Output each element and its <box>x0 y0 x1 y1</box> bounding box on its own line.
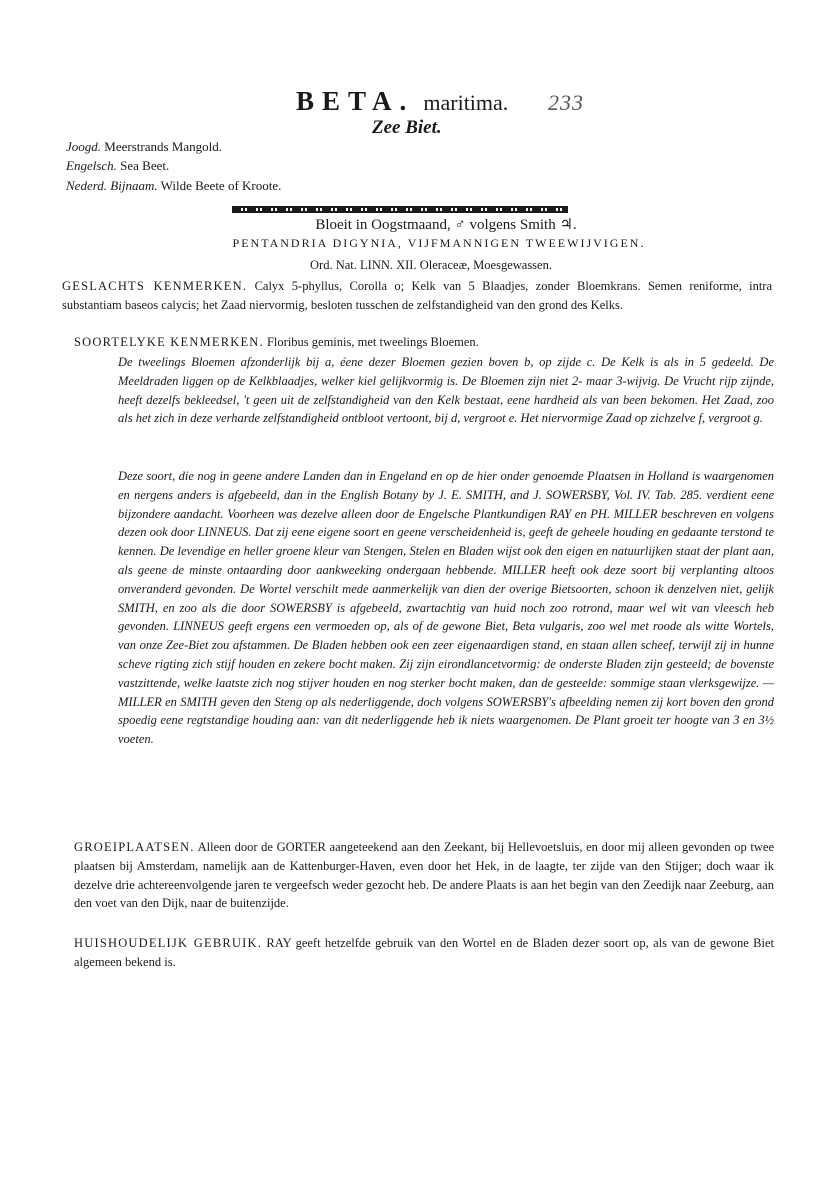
vernacular-label: Nederd. Bijnaam. <box>66 178 158 193</box>
vernacular-english <box>66 158 169 174</box>
description-text: Deze soort, die nog in geene andere Landen dan in Engeland en op de hier onder genoemde Plaatsen in Holland is waargenomen en nergens anders is afgebeeld, dan in the English Botany by J. E. SMITH, and J. SOWERSBY, Vol. IV. Tab. 285. verdient eene bijzondere aandacht. Voorheen was dezelve alleen door de Engelsche Plantkundigen RAY en PH. MILLER beschreven en volgens dezen ook door LINNEUS. Dat zij eene eigene soort en geene verscheidenheid is, geeft de geheele houding en gedaante terstond te kennen. De levendige en heller groene kleur van Stengen, Stelen en Bladen wijst ook den eigen en natuurlijken staat der plant aan, als geene de minste ontaarding door aankweeking ondergaan hebbende. MILLER heeft ook deze soort bij verplanting altoos onveranderd gevonden. De Wortel verschilt mede aanmerkelijk van dien der overige Bietsoorten, schoon ik denzelven niet, gelijk SMITH, en zoo als die door SOWERSBY is afgebeeld, zwartachtig van huid noch zoo rotrond, maar wel wit van vleesch heb gevonden. LINNEUS geeft ergens een vermoeden op, als of de gewone Biet, Beta vulgaris, zoo wel met roode als witte Wortels, van onze Zee-Biet zou afstammen. De Bladen hebben ook een zeer eigenaardigen stand, en staan allen scheef, terwijl zij in hunne scheve rigting zich stijf houden en zekere bocht maken. Zij zijn eirondlancetvormig: de onderste Bladen zijn gesteeld; de bovenste vastzittende, welke laatste zich nog stijver houden en nog sterker bocht maken, dan de gesteelde: sommige staan vlerksgewijze. — MILLER en SMITH geven den Steng op als nederliggende, doch volgens SOWERSBY's afbeelding nemen zij kort boven den grond spoedig eene regtstandige houding aan: van dit nederliggende heb ik niets waargenomen. De Plant groeit ter hoogte van 3 en 3½ voeten. <box>118 469 774 747</box>
species-name: maritima. <box>423 90 509 115</box>
habitat-section <box>74 838 774 913</box>
section-heading: GESLACHTS KENMERKEN. <box>62 279 248 293</box>
vernacular-value: Sea Beet. <box>120 158 170 173</box>
description-paragraph-2 <box>118 467 774 749</box>
section-heading: SOORTELYKE KENMERKEN. <box>74 335 264 349</box>
ornamental-rule <box>232 206 568 213</box>
species-characters <box>74 333 772 352</box>
flowering-line: Bloeit in Oogstmaand, ♂ volgens Smith ♃. <box>315 217 577 233</box>
section-text: Floribus geminis, met tweelings Bloemen. <box>266 335 479 349</box>
uses-section <box>74 934 774 972</box>
vernacular-value: Wilde Beete of Kroote. <box>160 178 282 193</box>
section-text: RAY geeft hetzelfde gebruik van den Wortel en de Bladen dezer soort op, als van de gewone Biet algemeen bekend is. <box>74 936 775 969</box>
section-text: Calyx 5-phyllus, Corolla o; Kelk van 5 Blaadjes, zonder Bloemkrans. Semen reniforme, intra substantiam baseos calycis; het Zaad niervormig, besloten tusschen de zelfstandigheid van den grond des Kelks. <box>62 279 773 312</box>
vernacular-label: Joogd. <box>66 139 102 154</box>
common-name: Zee Biet. <box>372 117 442 138</box>
genus-name: BETA. <box>296 86 415 116</box>
page-title <box>296 86 508 117</box>
vernacular-label: Engelsch. <box>66 158 117 173</box>
order-line: Ord. Nat. LINN. XII. Oleraceæ, Moesgewassen. <box>310 258 552 272</box>
section-text: Alleen door de GORTER aangeteekend aan den Zeekant, bij Hellevoetsluis, en door mij alleen gevonden op twee plaatsen bij Amsterdam, namelijk aan de Kattenburger-Haven, even door het Hek, in de laagte, ter zijde van den Stijger; doch waar ik dezelve drie achtereenvolgende jaren te vergeefsch weder gezocht heb. De andere Plaats is aan het begin van den Zeedijk naar Zeeburg, aan den voet van den Dijk, naar de buitenzijde. <box>74 840 775 911</box>
vernacular-german <box>66 139 222 155</box>
genus-characters <box>62 277 772 315</box>
description-paragraph-1 <box>118 353 774 428</box>
section-heading: GROEIPLAATSEN. <box>74 840 195 854</box>
plate-number: 233 <box>548 90 584 115</box>
vernacular-value: Meerstrands Mangold. <box>104 139 222 154</box>
vernacular-dutch <box>66 178 281 194</box>
section-heading: HUISHOUDELIJK GEBRUIK. <box>74 936 263 950</box>
classification-line: PENTANDRIA DIGYNIA, VIJFMANNIGEN TWEEWIJVIGEN. <box>232 236 646 250</box>
description-text: De tweelings Bloemen afzonderlijk bij a, éene dezer Bloemen gezien boven b, op zijde c. De Kelk is als in 5 gedeeld. De Meeldraden liggen op de Kelkblaadjes, welker kiel gelijkvormig is. De Bloemen zijn niet 2- maar 3-wijvig. De Vrucht rijp zijnde, heeft dezelfs bekleedsel, 't geen uit de zelfstandigheid van den Kelk bestaat, eene hardheid als van been bekomen. Het Zaad, zoo als het zich in deze verharde zelfstandigheid ontbloot vertoont, bij d, vergroot e. Het niervormige Zaad op zichzelve f, vergroot g. <box>118 355 774 426</box>
